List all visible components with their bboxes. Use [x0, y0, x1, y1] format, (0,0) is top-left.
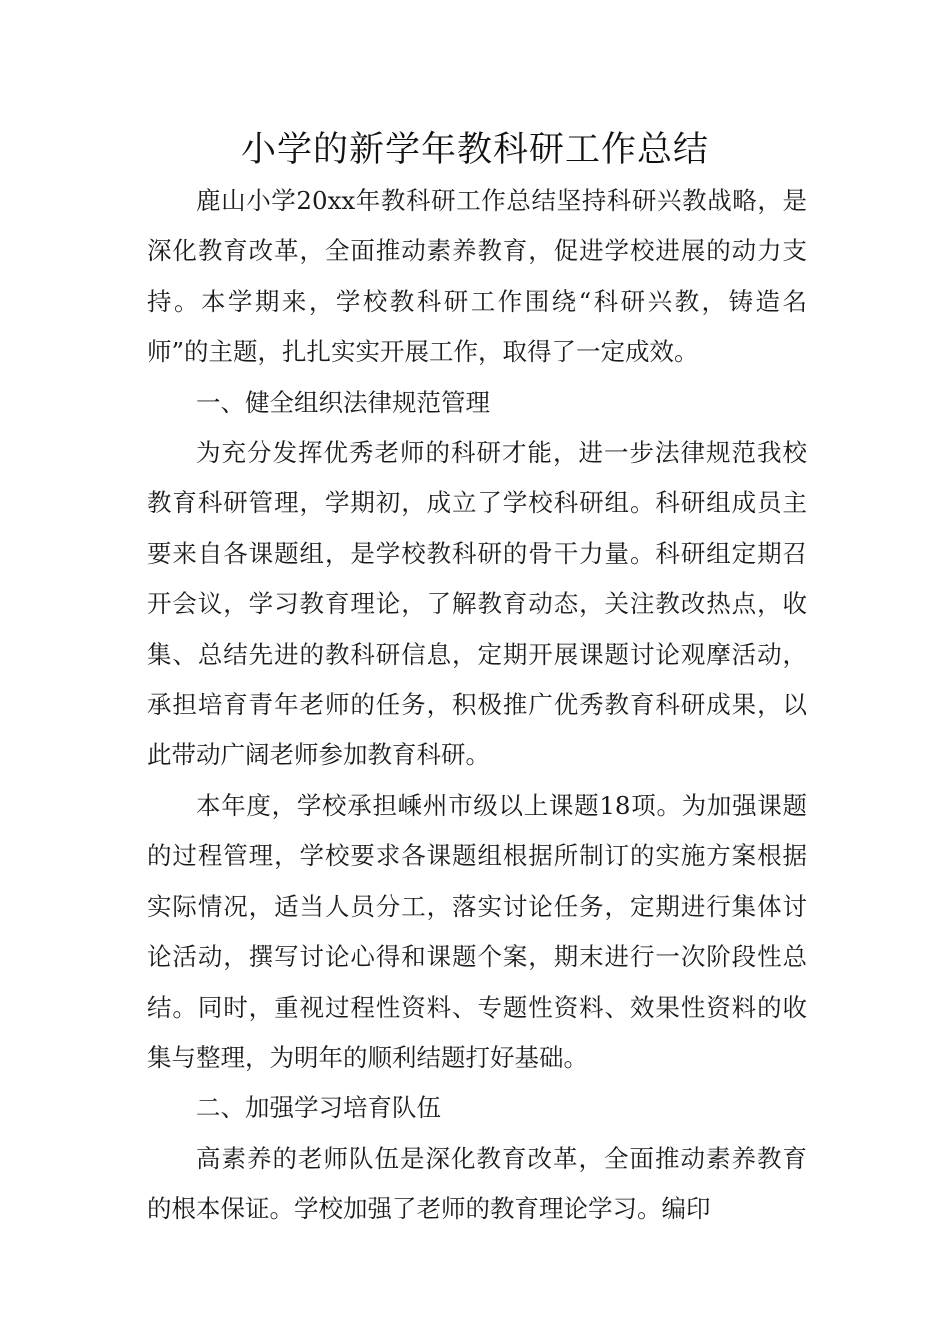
section-heading-1: 一、健全组织法律规范管理 — [196, 387, 490, 417]
document-title: 小学的新学年教科研工作总结 — [240, 130, 709, 170]
document-body — [147, 176, 807, 1235]
paragraph-intro: 鹿山小学20xx年教科研工作总结坚持科研兴教战略，是深化教育改革，全面推动素养教育，促进学校进展的动力支持。本学期来，学校教科研工作围绕“科研兴教，铸造名师”的主题，扎扎实实开展工作，取得了一定成效。 — [147, 186, 807, 367]
section-heading-2: 二、加强学习培育队伍 — [196, 1093, 441, 1123]
paragraph-projects: 本年度，学校承担嵊州市级以上课题18项。为加强课题的过程管理，学校要求各课题组根据所制订的实施方案根据实际情况，适当人员分工，落实讨论任务，定期进行集体讨论活动，撰写讨论心得和课题个案，期末进行一次阶段性总结。同时，重视过程性资料、专题性资料、效果性资料的收集与整理，为明年的顺利结题打好基础。 — [147, 790, 807, 1072]
paragraph-teacher-team: 高素养的老师队伍是深化教育改革，全面推动素养教育的根本保证。学校加强了老师的教育理论学习。编印 — [147, 1143, 807, 1224]
paragraph-research-group: 为充分发挥优秀老师的科研才能，进一步法律规范我校教育科研管理，学期初，成立了学校科研组。科研组成员主要来自各课题组，是学校教科研的骨干力量。科研组定期召开会议，学习教育理论，了解教育动态，关注教改热点，收集、总结先进的教科研信息，定期开展课题讨论观摩活动，承担培育青年老师的任务，积极推广优秀教育科研成果，以此带动广阔老师参加教育科研。 — [147, 438, 807, 770]
